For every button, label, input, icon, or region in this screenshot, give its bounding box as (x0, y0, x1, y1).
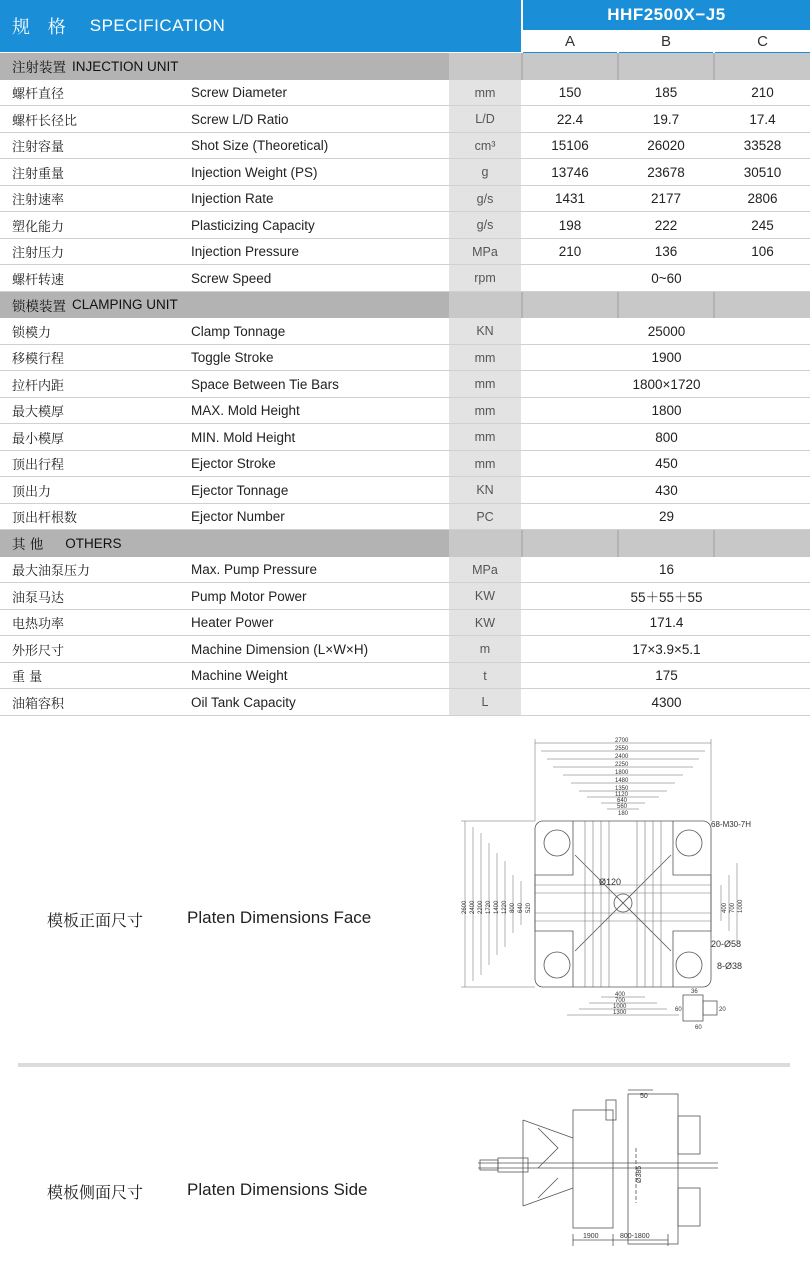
spec-label-en: Machine Dimension (L×W×H) (191, 641, 369, 657)
side-label-1: Ø385 (636, 1165, 643, 1183)
section-title (12, 53, 179, 80)
spec-value-all: 1800×1720 (632, 376, 701, 392)
spec-value-a: 1431 (554, 191, 586, 207)
spec-value-b: 222 (654, 217, 678, 233)
dim-top-4: 1800 (615, 770, 629, 776)
spec-value-b: 2177 (650, 191, 682, 207)
spec-unit: mm (449, 398, 521, 425)
section-title-en: CLAMPING UNIT (72, 297, 178, 313)
spec-label-en: Ejector Stroke (191, 456, 276, 472)
section-cell-a (523, 530, 617, 557)
spec-label-cn: 最大模厚 (12, 405, 65, 421)
row-divider (0, 715, 810, 716)
spec-label-cn: 注射容量 (12, 140, 65, 156)
spec-row (0, 504, 810, 531)
spec-label-en: Space Between Tie Bars (191, 376, 339, 392)
section-cell-b (619, 53, 713, 80)
platen-side-caption-en: Platen Dimensions Side (187, 1180, 368, 1199)
label-detail-2: 60 (695, 1025, 702, 1031)
dim-top-5: 1480 (615, 778, 629, 784)
section-unit-cell (449, 292, 521, 319)
spec-row (0, 80, 810, 107)
platen-face-caption-cn: 模板正面尺寸 (47, 911, 144, 930)
spec-value-all: 171.4 (649, 615, 684, 631)
spec-row (0, 636, 810, 663)
spec-unit: KN (449, 477, 521, 504)
spec-unit: mm (449, 80, 521, 107)
label-detail-3: 20 (719, 1007, 726, 1013)
spec-row (0, 133, 810, 160)
dim-bottom-0: 400 (615, 992, 626, 998)
spec-title-cn: 规 格 (12, 17, 72, 38)
spec-label-en: MIN. Mold Height (191, 429, 296, 445)
spec-value-all: 1800 (651, 403, 682, 419)
spec-value-all: 25000 (647, 323, 686, 339)
label-holes-58: 20-Ø58 (711, 939, 742, 949)
spec-value-all: 1900 (651, 350, 682, 366)
spec-label-cn: 螺杆长径比 (12, 113, 78, 129)
spec-row (0, 663, 810, 690)
spec-value-a: 198 (558, 217, 582, 233)
spec-value-all: 0~60 (651, 270, 682, 286)
spec-header (0, 0, 521, 52)
section-cell-b (619, 292, 713, 319)
section-title-en: OTHERS (65, 535, 122, 551)
section-header-others (0, 530, 810, 557)
spec-row (0, 398, 810, 425)
spec-row (0, 583, 810, 610)
spec-label-en: Toggle Stroke (191, 350, 274, 366)
spec-label-en: Injection Weight (PS) (191, 164, 318, 180)
spec-row (0, 371, 810, 398)
spec-row (0, 265, 810, 292)
spec-row (0, 159, 810, 186)
spec-label-cn: 重 量 (12, 670, 43, 686)
spec-unit: rpm (449, 265, 521, 292)
spec-label-en: Ejector Number (191, 509, 285, 525)
dim-top-7: 1120 (615, 792, 628, 798)
dim-top-8: 640 (617, 798, 628, 804)
section-cell-a (523, 292, 617, 319)
spec-label-cn: 注射重量 (12, 166, 65, 182)
spec-unit: m (449, 636, 521, 663)
dim-left-4: 1400 (494, 900, 500, 914)
spec-value-all: 16 (658, 562, 675, 578)
spec-row (0, 212, 810, 239)
side-label-3: 800-1800 (620, 1233, 650, 1240)
dim-bottom-2: 1000 (613, 1004, 627, 1010)
spec-row (0, 345, 810, 372)
platen-side-drawing (478, 1088, 723, 1253)
spec-label-en: Screw Diameter (191, 85, 288, 101)
col-header-a: A (523, 31, 617, 53)
spec-label-cn: 锁模力 (12, 325, 52, 341)
spec-label-en: Plasticizing Capacity (191, 217, 315, 233)
spec-value-c: 106 (751, 244, 774, 260)
spec-unit: g/s (449, 186, 521, 213)
spec-row (0, 106, 810, 133)
dim-left-0: 2600 (462, 900, 468, 914)
spec-label-en: Pump Motor Power (191, 588, 307, 604)
dim-left-5: 1220 (502, 900, 508, 914)
spec-row (0, 318, 810, 345)
section-cell-a (523, 53, 617, 80)
spec-label-en: Clamp Tonnage (191, 323, 286, 339)
section-header-clamping (0, 292, 810, 319)
spec-value-c: 33528 (743, 138, 782, 154)
label-center-dia: Ø120 (599, 877, 622, 887)
dim-bottom-1: 700 (615, 998, 626, 1004)
spec-label-en: Ejector Tonnage (191, 482, 289, 498)
dim-right-2: 1000 (738, 899, 744, 913)
dim-left-1: 2400 (470, 900, 476, 914)
dim-left-2: 2200 (478, 900, 484, 914)
dim-left-6: 800 (510, 902, 516, 913)
section-divider (18, 1063, 790, 1067)
model-name: HHF2500X−J5 (523, 0, 810, 30)
dim-top-0: 2700 (615, 738, 629, 744)
section-cell-c (715, 292, 810, 319)
spec-label-cn: 顶出力 (12, 484, 52, 500)
spec-label-cn: 顶出行程 (12, 458, 65, 474)
dim-top-9: 560 (617, 804, 628, 810)
spec-value-b: 26020 (647, 138, 685, 154)
spec-value-a: 22.4 (556, 111, 584, 127)
spec-label-cn: 油泵马达 (12, 590, 65, 606)
spec-label-cn: 最小模厚 (12, 431, 65, 447)
spec-unit: mm (449, 451, 521, 478)
platen-side-caption-cn: 模板侧面尺寸 (47, 1183, 144, 1202)
section-cell-b (619, 530, 713, 557)
spec-unit: PC (449, 504, 521, 531)
spec-row (0, 689, 810, 716)
spec-unit: KW (449, 583, 521, 610)
spec-label-cn: 螺杆直径 (12, 87, 65, 103)
side-label-2: 1900 (583, 1233, 599, 1240)
spec-row (0, 451, 810, 478)
spec-label-cn: 注射速率 (12, 193, 65, 209)
spec-label-cn: 顶出杆根数 (12, 511, 78, 527)
spec-value-all: 4300 (651, 694, 682, 710)
spec-unit: KN (449, 318, 521, 345)
spec-row (0, 477, 810, 504)
spec-value-c: 30510 (743, 164, 782, 180)
spec-label-en: Shot Size (Theoretical) (191, 138, 329, 154)
spec-unit: cm³ (449, 133, 521, 160)
dim-left-7: 640 (518, 902, 524, 913)
dim-top-1: 2550 (615, 746, 629, 752)
spec-row (0, 186, 810, 213)
section-title-cn: 锁模装置 (12, 298, 66, 315)
spec-label-en: Oil Tank Capacity (191, 694, 296, 710)
spec-unit: MPa (449, 557, 521, 584)
spec-unit: mm (449, 371, 521, 398)
label-detail-0: 36 (691, 989, 698, 995)
spec-label-en: Injection Rate (191, 191, 274, 207)
spec-unit: mm (449, 345, 521, 372)
spec-unit: MPa (449, 239, 521, 266)
spec-label-en: Machine Weight (191, 668, 288, 684)
section-title (12, 292, 178, 319)
col-header-c: C (715, 31, 810, 53)
spec-label-cn: 拉杆内距 (12, 378, 65, 394)
spec-label-cn: 螺杆转速 (12, 272, 65, 288)
spec-value-all: 55＋55＋55 (630, 590, 703, 606)
dim-right-0: 400 (722, 902, 728, 913)
dim-right-1: 700 (730, 902, 736, 913)
spec-value-all: 800 (655, 429, 678, 445)
spec-unit: KW (449, 610, 521, 637)
spec-label-en: MAX. Mold Height (191, 403, 300, 419)
label-detail-1: 60 (675, 1007, 682, 1013)
label-tapped-holes: 68-M30-7H (711, 820, 752, 829)
label-holes-38: 8-Ø38 (717, 961, 743, 971)
dim-top-3: 2250 (615, 762, 629, 768)
spec-row (0, 239, 810, 266)
spec-row (0, 610, 810, 637)
spec-label-en: Screw L/D Ratio (191, 111, 289, 127)
spec-label-cn: 最大油泵压力 (12, 564, 91, 580)
spec-unit: g (449, 159, 521, 186)
section-unit-cell (449, 53, 521, 80)
spec-value-c: 17.4 (749, 111, 776, 127)
spec-value-all: 450 (655, 456, 678, 472)
spec-title-en: SPECIFICATION (89, 16, 226, 35)
col-header-b: B (619, 31, 713, 53)
spec-label-cn: 注射压力 (12, 246, 65, 262)
section-header-injection (0, 53, 810, 80)
spec-value-a: 150 (558, 85, 582, 101)
platen-face-caption-en: Platen Dimensions Face (187, 908, 372, 927)
spec-unit: t (449, 663, 521, 690)
spec-label-en: Screw Speed (191, 270, 272, 286)
spec-value-a: 13746 (551, 164, 589, 180)
spec-label-cn: 电热功率 (12, 617, 65, 633)
dim-left-8: 520 (526, 902, 532, 913)
section-cell-c (715, 53, 810, 80)
spec-row (0, 424, 810, 451)
spec-row (0, 557, 810, 584)
spec-value-b: 23678 (647, 164, 685, 180)
spec-label-en: Max. Pump Pressure (191, 562, 318, 578)
spec-value-c: 245 (751, 217, 774, 233)
spec-label-cn: 移模行程 (12, 352, 65, 368)
spec-label-cn: 外形尺寸 (12, 643, 65, 659)
dim-top-10: 180 (618, 811, 629, 817)
spec-unit: mm (449, 424, 521, 451)
dim-bottom-3: 1300 (613, 1010, 627, 1016)
spec-value-all: 430 (655, 482, 678, 498)
spec-value-all: 17×3.9×5.1 (632, 641, 701, 657)
spec-value-a: 210 (558, 244, 582, 260)
section-title-cn: 其 他 (12, 537, 44, 554)
spec-label-cn: 塑化能力 (12, 219, 65, 235)
spec-label-cn: 油箱容积 (12, 696, 65, 712)
dim-top-2: 2400 (615, 754, 629, 760)
spec-value-c: 210 (751, 85, 774, 101)
spec-unit: g/s (449, 212, 521, 239)
spec-unit: L (449, 689, 521, 716)
section-cell-c (715, 530, 810, 557)
dim-left-3: 1720 (486, 900, 492, 914)
spec-value-a: 15106 (551, 138, 589, 154)
section-title-cn: 注射装置 (12, 60, 66, 77)
spec-label-en: Injection Pressure (191, 244, 300, 260)
platen-face-drawing (455, 735, 765, 1035)
spec-value-c: 2806 (747, 191, 778, 207)
spec-value-b: 136 (654, 244, 678, 260)
spec-unit: L/D (449, 106, 521, 133)
spec-value-all: 175 (655, 668, 678, 684)
spec-value-b: 185 (654, 85, 678, 101)
spec-label-en: Heater Power (191, 615, 274, 631)
section-unit-cell (449, 530, 521, 557)
section-title-en: INJECTION UNIT (72, 58, 179, 74)
spec-value-b: 19.7 (652, 111, 680, 127)
dim-top-6: 1350 (615, 786, 629, 792)
section-title (12, 530, 122, 557)
spec-value-all: 29 (658, 509, 675, 525)
side-label-0: 50 (640, 1093, 648, 1100)
